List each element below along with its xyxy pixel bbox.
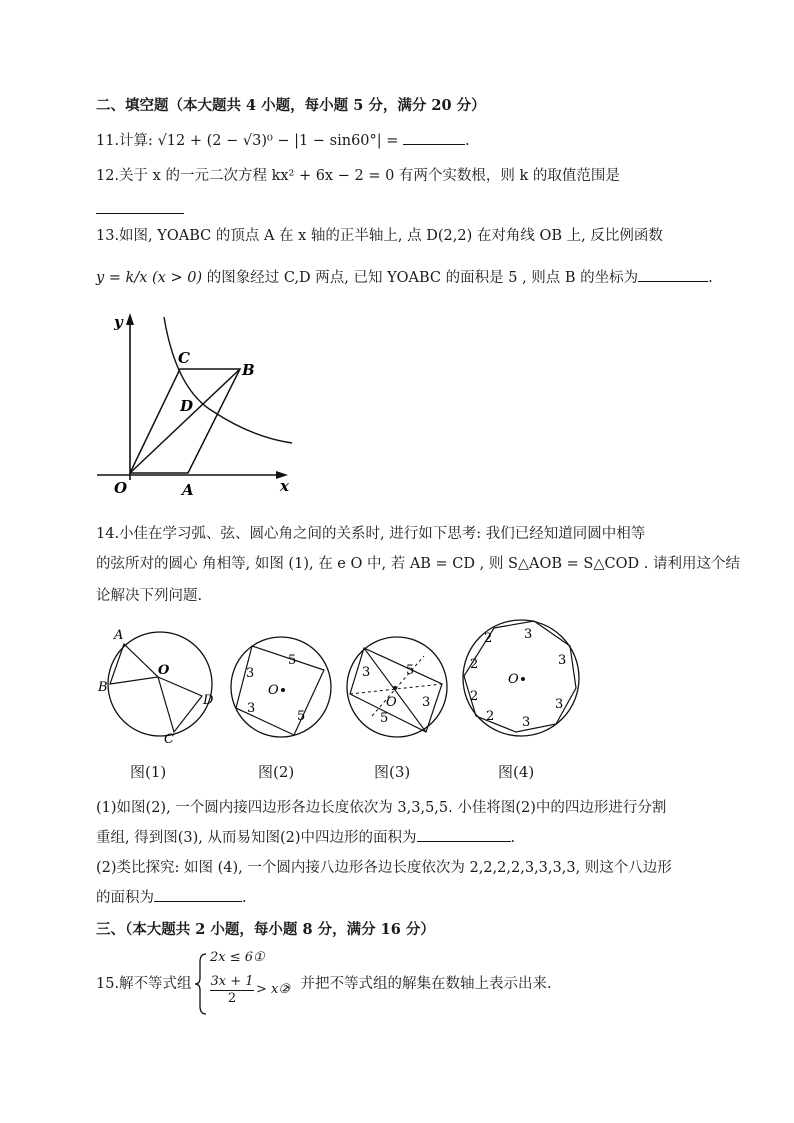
q14-part1-text: 重组, 得到图(3), 从而易知图(2)中四边形的面积为 — [96, 830, 417, 846]
fig3-caption: 图(3) — [374, 763, 411, 781]
fig1-label-c: C — [164, 732, 174, 747]
q14-part1-period: . — [510, 830, 516, 846]
fig1-label-b: B — [98, 680, 108, 695]
fig1-triangle-aob — [110, 644, 158, 684]
q13-function: y = k/x (x > 0) — [96, 270, 203, 286]
fig4-side-2b: 2 — [470, 689, 479, 704]
q14-part2-answer-blank — [154, 889, 242, 902]
label-c: C — [178, 349, 190, 367]
fig4-side-2a: 2 — [486, 709, 495, 724]
question-13-line2 — [96, 268, 713, 288]
fig2-label-o: O — [268, 683, 279, 698]
fig3-side-3b: 3 — [422, 695, 431, 710]
q12-answer-line — [96, 200, 184, 220]
fig1-triangle-cod — [158, 677, 202, 732]
q14-part1-line2 — [96, 828, 515, 848]
fig2-caption: 图(2) — [258, 763, 295, 781]
q13-suffix: . — [708, 270, 713, 286]
q15-fraction-denominator: 2 — [227, 991, 237, 1006]
q14-part2-line2 — [96, 888, 247, 908]
section-3-title: 三、（本大题共 2 小题，每小题 8 分，满分 16 分） — [96, 921, 435, 938]
q15-fraction — [210, 974, 254, 1007]
fig2-center-dot — [281, 688, 285, 692]
question-14-line3: 论解决下列问题. — [96, 588, 203, 604]
fig1-label-o: O — [158, 663, 170, 678]
q12-answer-blank — [96, 201, 184, 214]
fig2-side-5b: 5 — [297, 709, 306, 724]
q11-answer-blank — [403, 132, 465, 145]
q15-fraction-numerator: 3x + 1 — [210, 974, 254, 989]
q14-figure-3 — [344, 634, 454, 744]
fig3-dashed-line-2 — [372, 656, 424, 716]
fig3-side-5b: 5 — [380, 711, 389, 726]
q15-suffix: ，并把不等式组的解集在数轴上表示出来. — [286, 976, 552, 992]
label-a: A — [182, 481, 194, 499]
question-11 — [96, 131, 470, 151]
q13-figure — [92, 305, 302, 515]
fig3-label-o: O — [386, 695, 397, 710]
q14-figure-4 — [458, 616, 584, 742]
fig2-side-3b: 3 — [247, 701, 256, 716]
fig3-quadrilateral — [350, 648, 442, 732]
fig1-label-d: D — [203, 693, 214, 708]
fig4-side-2d: 2 — [484, 631, 493, 646]
fig3-center-dot — [393, 686, 397, 690]
q13-text: 的图象经过 C,D 两点, 已知 YOABC 的面积是 5 , 则点 B 的坐标为 — [206, 270, 639, 286]
q14-part1-answer-blank — [417, 829, 511, 842]
fig4-caption: 图(4) — [498, 763, 535, 781]
q14-figure-1 — [92, 622, 222, 752]
question-14-line2: 的弦所对的圆心 角相等, 如图 (1), 在 e O 中, 若 AB = CD , 则 S△AOB = S△COD . 请利用这个结 — [96, 556, 740, 572]
fig3-side-3a: 3 — [362, 665, 371, 680]
q11-expression: √12 + (2 − √3)⁰ − |1 − sin60°| = — [157, 133, 399, 149]
diagonal-ob — [130, 369, 240, 473]
q14-part2-line1: (2)类比探究: 如图 (4), 一个圆内接八边形各边长度依次为 2,2,2,2,3,3,3,3, 则这个八边形 — [96, 860, 672, 876]
fig4-side-2c: 2 — [470, 657, 479, 672]
y-axis-arrow — [126, 313, 134, 325]
question-12: 12.关于 x 的一元二次方程 kx² + 6x − 2 = 0 有两个实数根，则 k 的取值范围是 — [96, 168, 620, 184]
fig2-side-3a: 3 — [246, 666, 255, 681]
q14-part2-period: . — [242, 890, 247, 906]
fig4-side-3d: 3 — [522, 715, 531, 730]
label-y: y — [114, 313, 123, 331]
fig4-side-3b: 3 — [558, 653, 567, 668]
q13-answer-blank — [638, 269, 708, 282]
section-title: 二、填空题（本大题共 4 小题，每小题 5 分，满分 20 分） — [96, 97, 486, 114]
q15-inequality-2-rhs: > x② — [256, 982, 291, 997]
label-origin: O — [114, 479, 128, 497]
q11-suffix: . — [465, 133, 470, 149]
fig4-label-o: O — [508, 672, 519, 687]
fig3-side-5a: 5 — [406, 663, 415, 678]
q14-figure-2 — [228, 634, 338, 744]
q15-inequality-1: 2x ≤ 6① — [210, 950, 265, 965]
fig1-label-a: A — [114, 628, 124, 643]
fig4-side-3c: 3 — [555, 697, 564, 712]
question-15 — [96, 950, 656, 1020]
label-b: B — [242, 361, 255, 379]
q15-prefix: 15.解不等式组 — [96, 976, 192, 992]
fig2-quadrilateral — [236, 646, 324, 735]
label-d: D — [180, 397, 194, 415]
q14-part2-text: 的面积为 — [96, 890, 154, 906]
fig4-center-dot — [521, 677, 525, 681]
fig1-caption: 图(1) — [130, 763, 167, 781]
question-13-line1: 13.如图, YOABC 的顶点 A 在 x 轴的正半轴上, 点 D(2,2) 在对角线 OB 上, 反比例函数 — [96, 228, 663, 244]
question-14-line1: 14.小佳在学习弧、弦、圆心角之间的关系时, 进行如下思考: 我们已经知道同圆中相等 — [96, 526, 646, 542]
label-x: x — [280, 477, 289, 495]
fig4-side-3a: 3 — [524, 627, 533, 642]
q14-part1-line1: (1)如图(2), 一个圆内接四边形各边长度依次为 3,3,5,5. 小佳将图(2)中的四边形进行分割 — [96, 800, 667, 816]
fig4-octagon — [464, 621, 576, 732]
q15-brace — [194, 952, 208, 1016]
q11-prefix: 11.计算: — [96, 133, 153, 149]
fig4-circle — [463, 620, 579, 736]
fig2-side-5a: 5 — [288, 653, 297, 668]
